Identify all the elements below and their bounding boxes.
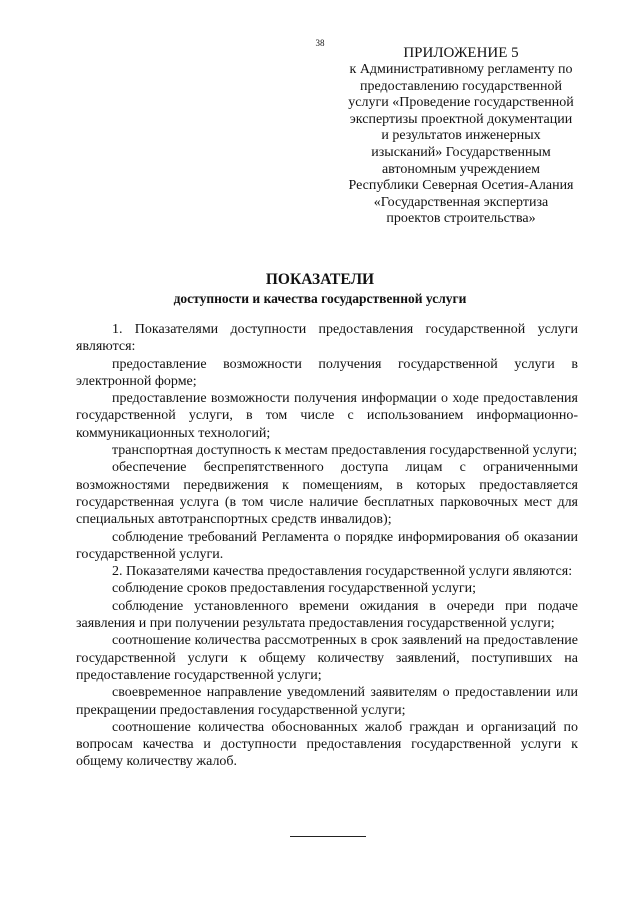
document-title: ПОКАЗАТЕЛИ <box>265 271 375 288</box>
paragraph: соотношение количества рассмотренных в срок заявлений на предоставление государственной услуги к общему количеству заявлений, поступивших на предоставление государственной услуги; <box>76 633 578 683</box>
appendix-title: ПРИЛОЖЕНИЕ 5 <box>403 45 519 61</box>
appendix-line: проектов строительства» <box>386 211 536 227</box>
document-heading <box>0 270 640 308</box>
paragraph: предоставление возможности получения информации о ходе предоставления государственной услуги, в том числе с использованием информационно-коммуникационных технологий; <box>76 391 578 441</box>
document-subtitle: доступности и качества государственной услуги <box>173 291 467 306</box>
appendix-line: Республики Северная Осетия-Алания <box>348 178 574 194</box>
paragraph: предоставление возможности получения государственной услуги в электронной форме; <box>76 356 578 389</box>
appendix-line: «Государственная экспертиза <box>373 194 549 210</box>
page-number: 38 <box>315 38 325 48</box>
paragraph: транспортная доступность к местам предоставления государственной услуги; <box>112 443 578 459</box>
paragraph: своевременное направление уведомлений заявителям о предоставлении или прекращении предоставления государственной услуги; <box>76 685 578 718</box>
appendix-line: автономным учреждением <box>381 161 541 177</box>
appendix-line: к Административному регламенту по <box>349 62 573 77</box>
appendix-line: изысканий» Государственным <box>371 144 551 160</box>
paragraph: соблюдение требований Регламента о порядке информирования об оказании государственной услуги. <box>76 529 578 562</box>
paragraph: обеспечение беспрепятственного доступа лицам с ограниченными возможностями передвижения к помещениям, в которых предоставляется государственная услуга (в том числе наличие бесплатных парковочных мест для специальных автотранспортных средств инвалидов); <box>76 460 578 528</box>
paragraph: соотношение количества обоснованных жалоб граждан и организаций по вопросам качества и доступности предоставления государственной услуги к общему количеству жалоб. <box>76 719 578 770</box>
paragraph: соблюдение сроков предоставления государственной услуги; <box>112 581 477 597</box>
paragraph: соблюдение установленного времени ожидания в очереди при подаче заявления и при получении результата предоставления государственной услуги; <box>76 598 578 632</box>
paragraph: 1. Показателями доступности предоставления государственной услуги являются: <box>76 322 578 355</box>
appendix-line: предоставлению государственной <box>359 78 563 94</box>
footer-divider <box>290 836 366 837</box>
appendix-line: экспертизы проектной документации <box>349 111 573 127</box>
paragraph: 2. Показателями качества предоставления государственной услуги являются: <box>112 564 573 580</box>
appendix-line: услуги «Проведение государственной <box>348 95 574 111</box>
appendix-line: и результатов инженерных <box>381 128 541 144</box>
appendix-block <box>326 44 596 228</box>
document-body <box>76 321 578 771</box>
